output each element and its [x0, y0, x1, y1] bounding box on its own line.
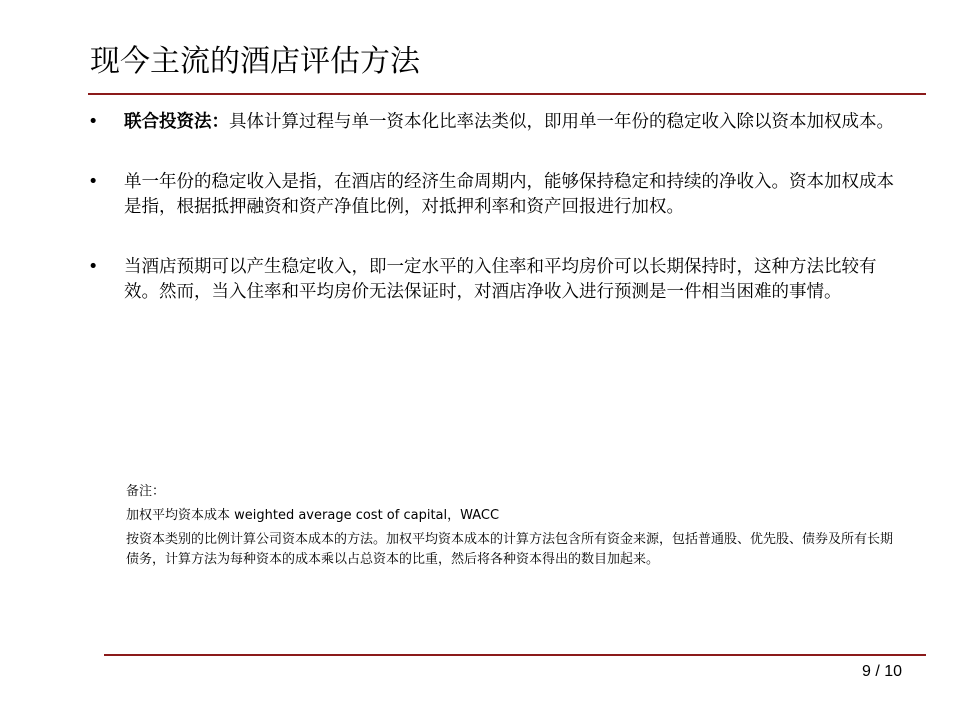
bullet-text: 具体计算过程与单一资本化比率法类似，即用单一年份的稳定收入除以资本加权成本。	[229, 112, 894, 132]
notes-definition-term: 加权平均资本成本 weighted average cost of capital，WACC	[126, 508, 500, 523]
notes-heading: 备注：	[126, 484, 166, 499]
bullet-item	[88, 170, 898, 220]
bullet-dot-icon: •	[88, 172, 99, 192]
slide-title: 现今主流的酒店评估方法	[90, 44, 420, 79]
notes-definition-text: 按资本类别的比例计算公司资本成本的方法。加权平均资本成本的计算方法包含所有资金来源，包括普通股、优先股、债券及所有长期债务，计算方法为每种资本的成本乘以占总资本的比重，然后将各种资本得出的数目加起来。	[126, 532, 894, 567]
notes-section	[126, 482, 901, 570]
bullet-list	[88, 110, 898, 340]
bullet-term: 联合投资法：	[124, 112, 229, 132]
bullet-dot-icon: •	[88, 112, 99, 132]
bullet-item	[88, 255, 898, 305]
title-divider	[88, 93, 926, 95]
bullet-dot-icon: •	[88, 257, 99, 277]
bullet-text: 当酒店预期可以产生稳定收入，即一定水平的入住率和平均房价可以长期保持时，这种方法比较有效。然而，当入住率和平均房价无法保证时，对酒店净收入进行预测是一件相当困难的事情。	[124, 257, 877, 302]
page-number: 9 / 10	[861, 663, 902, 680]
footer-divider	[104, 654, 926, 656]
bullet-item	[88, 110, 898, 135]
bullet-text: 单一年份的稳定收入是指，在酒店的经济生命周期内，能够保持稳定和持续的净收入。资本加权成本是指，根据抵押融资和资产净值比例，对抵押利率和资产回报进行加权。	[124, 172, 894, 217]
